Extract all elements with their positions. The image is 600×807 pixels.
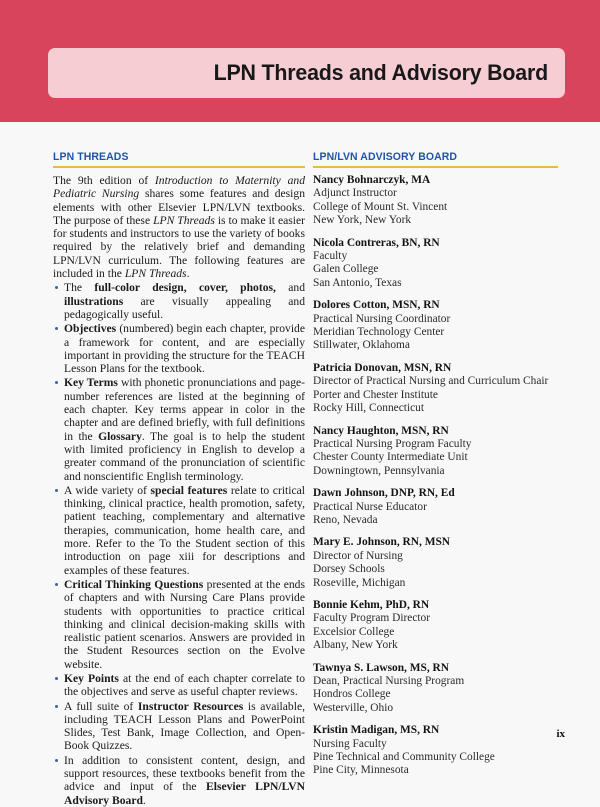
right-column: [313, 151, 558, 778]
advisor-detail-line: Downingtown, Pennsylvania: [313, 464, 445, 477]
advisor-entry: [313, 724, 558, 778]
feature-list-item: A full suite of Instructor Resources is available, including TEACH Lesson Plans and PowerPoint Slides, Test Bank, Image Collection, and Open-Book Quizzes.: [53, 700, 305, 753]
advisor-name: Nicola Contreras, BN, RN: [313, 236, 440, 249]
feature-list-item: Key Terms with phonetic pronunciations and page-number references are listed at the beginning of each chapter. Key terms appear in color in the chapter and are defined briefly, with full definitions in the Glossary. The goal is to help the student with limited proficiency in English to develop a greater command of the pronunciation of scientific and nonscientific English terminology.: [53, 376, 305, 482]
advisor-detail-line: Practical Nurse Educator: [313, 500, 427, 513]
advisor-entry: [313, 599, 558, 653]
advisor-entry: [313, 662, 558, 716]
advisor-detail-line: Faculty: [313, 250, 348, 263]
advisor-detail-line: Galen College: [313, 263, 379, 276]
feature-list-item: Objectives (numbered) begin each chapter, provide a framework for content, and are especially important in providing the structure for the TEACH Lesson Plans for the textbook.: [53, 322, 305, 375]
advisor-name: Bonnie Kehm, PhD, RN: [313, 598, 430, 611]
advisor-entry: [313, 174, 558, 228]
advisor-entry: [313, 362, 558, 416]
advisor-detail-line: Albany, New York: [313, 639, 398, 652]
advisor-detail-line: Rocky Hill, Connecticut: [313, 402, 425, 415]
advisor-detail-line: Faculty Program Director: [313, 612, 431, 625]
advisor-name: Tawnya S. Lawson, MS, RN: [313, 661, 449, 674]
advisor-entry: [313, 425, 558, 479]
advisor-detail-line: Practical Nursing Program Faculty: [313, 437, 472, 450]
advisor-detail-line: Excelsior College: [313, 625, 395, 638]
advisor-detail-line: Westerville, Ohio: [313, 701, 394, 714]
page-body: [0, 122, 600, 807]
advisor-detail-line: Director of Nursing: [313, 549, 403, 562]
advisor-name: Dawn Johnson, DNP, RN, Ed: [313, 487, 455, 500]
advisor-detail-line: College of Mount St. Vincent: [313, 200, 448, 213]
feature-list-item: In addition to consistent content, design, and support resources, these textbooks benefit from the advice and input of the Elsevier LPN/LVN Advisory Board.: [53, 754, 305, 807]
advisor-name: Nancy Haughton, MSN, RN: [313, 424, 449, 437]
advisor-detail-line: Roseville, Michigan: [313, 576, 406, 589]
advisor-name: Dolores Cotton, MSN, RN: [313, 299, 440, 312]
feature-list-item: Critical Thinking Questions presented at the ends of chapters and with Nursing Care Plans provide students with opportunities to practice critical thinking and clinical decision-making skills with realistic patient scenarios. Answers are provided in the Student Resources section on the Evolve website.: [53, 578, 305, 671]
advisor-entry: [313, 536, 558, 590]
right-column-heading: LPN/LVN ADVISORY BOARD: [313, 151, 458, 163]
advisor-name: Kristin Madigan, MS, RN: [313, 724, 440, 737]
advisor-entry: [313, 237, 558, 291]
right-heading-rule: [313, 166, 558, 168]
page-title: LPN Threads and Advisory Board: [213, 60, 548, 85]
advisor-detail-line: San Antonio, Texas: [313, 276, 402, 289]
advisor-detail-line: Dorsey Schools: [313, 563, 385, 576]
left-column: [53, 151, 305, 807]
advisor-detail-line: Dean, Practical Nursing Program: [313, 675, 465, 687]
advisor-detail-line: Chester County Intermediate Unit: [313, 451, 468, 464]
feature-list-item: Key Points at the end of each chapter correlate to the objectives and serve as useful chapter reviews.: [53, 672, 305, 699]
feature-list-item: A wide variety of special features relate to critical thinking, clinical practice, health promotion, safety, patient teaching, complementary and alternative therapies, communication, home health care, and more. Refer to the To the Student section of this introduction on page xiii for descriptions and examples of these features.: [53, 484, 305, 577]
advisor-detail-line: Meridian Technology Center: [313, 326, 445, 339]
advisor-detail-line: Nursing Faculty: [313, 737, 387, 750]
advisor-entry: [313, 487, 558, 527]
advisor-detail-line: Hondros College: [313, 688, 391, 701]
advisor-detail-line: Porter and Chester Institute: [313, 388, 438, 401]
advisor-detail-line: Stillwater, Oklahoma: [313, 339, 410, 352]
advisory-board-list: [313, 174, 558, 778]
page-title-plate: [48, 48, 565, 98]
page-number: ix: [556, 728, 565, 740]
intro-paragraph: The 9th edition of Introduction to Maternity and Pediatric Nursing shares some features and design elements with other Elsevier LPN/LVN textbooks. The purpose of these LPN Threads is to make it easier for students and instructors to use the variety of books required by the relatively brief and demanding LPN/LVN curriculum. The following features are included in the LPN Threads.: [53, 174, 306, 281]
header-band: [0, 0, 600, 122]
advisor-detail-line: Practical Nursing Coordinator: [313, 312, 451, 325]
advisor-detail-line: Adjunct Instructor: [313, 187, 397, 200]
lpn-threads-feature-list: [53, 281, 305, 807]
advisor-detail-line: Director of Practical Nursing and Curriculum Chair: [313, 375, 549, 388]
feature-list-item: The full-color design, cover, photos, and illustrations are visually appealing and pedagogically useful.: [53, 281, 305, 321]
advisor-entry: [313, 299, 558, 353]
advisor-detail-line: New York, New York: [313, 214, 412, 227]
advisor-name: Mary E. Johnson, RN, MSN: [313, 536, 451, 549]
left-heading-rule: [53, 166, 305, 168]
left-column-heading: LPN THREADS: [53, 151, 129, 163]
advisor-name: Patricia Donovan, MSN, RN: [313, 361, 452, 374]
advisor-detail-line: Reno, Nevada: [313, 513, 378, 526]
advisor-name: Nancy Bohnarczyk, MA: [313, 174, 431, 186]
advisor-detail-line: Pine Technical and Community College: [313, 751, 495, 764]
advisor-detail-line: Pine City, Minnesota: [313, 764, 409, 777]
